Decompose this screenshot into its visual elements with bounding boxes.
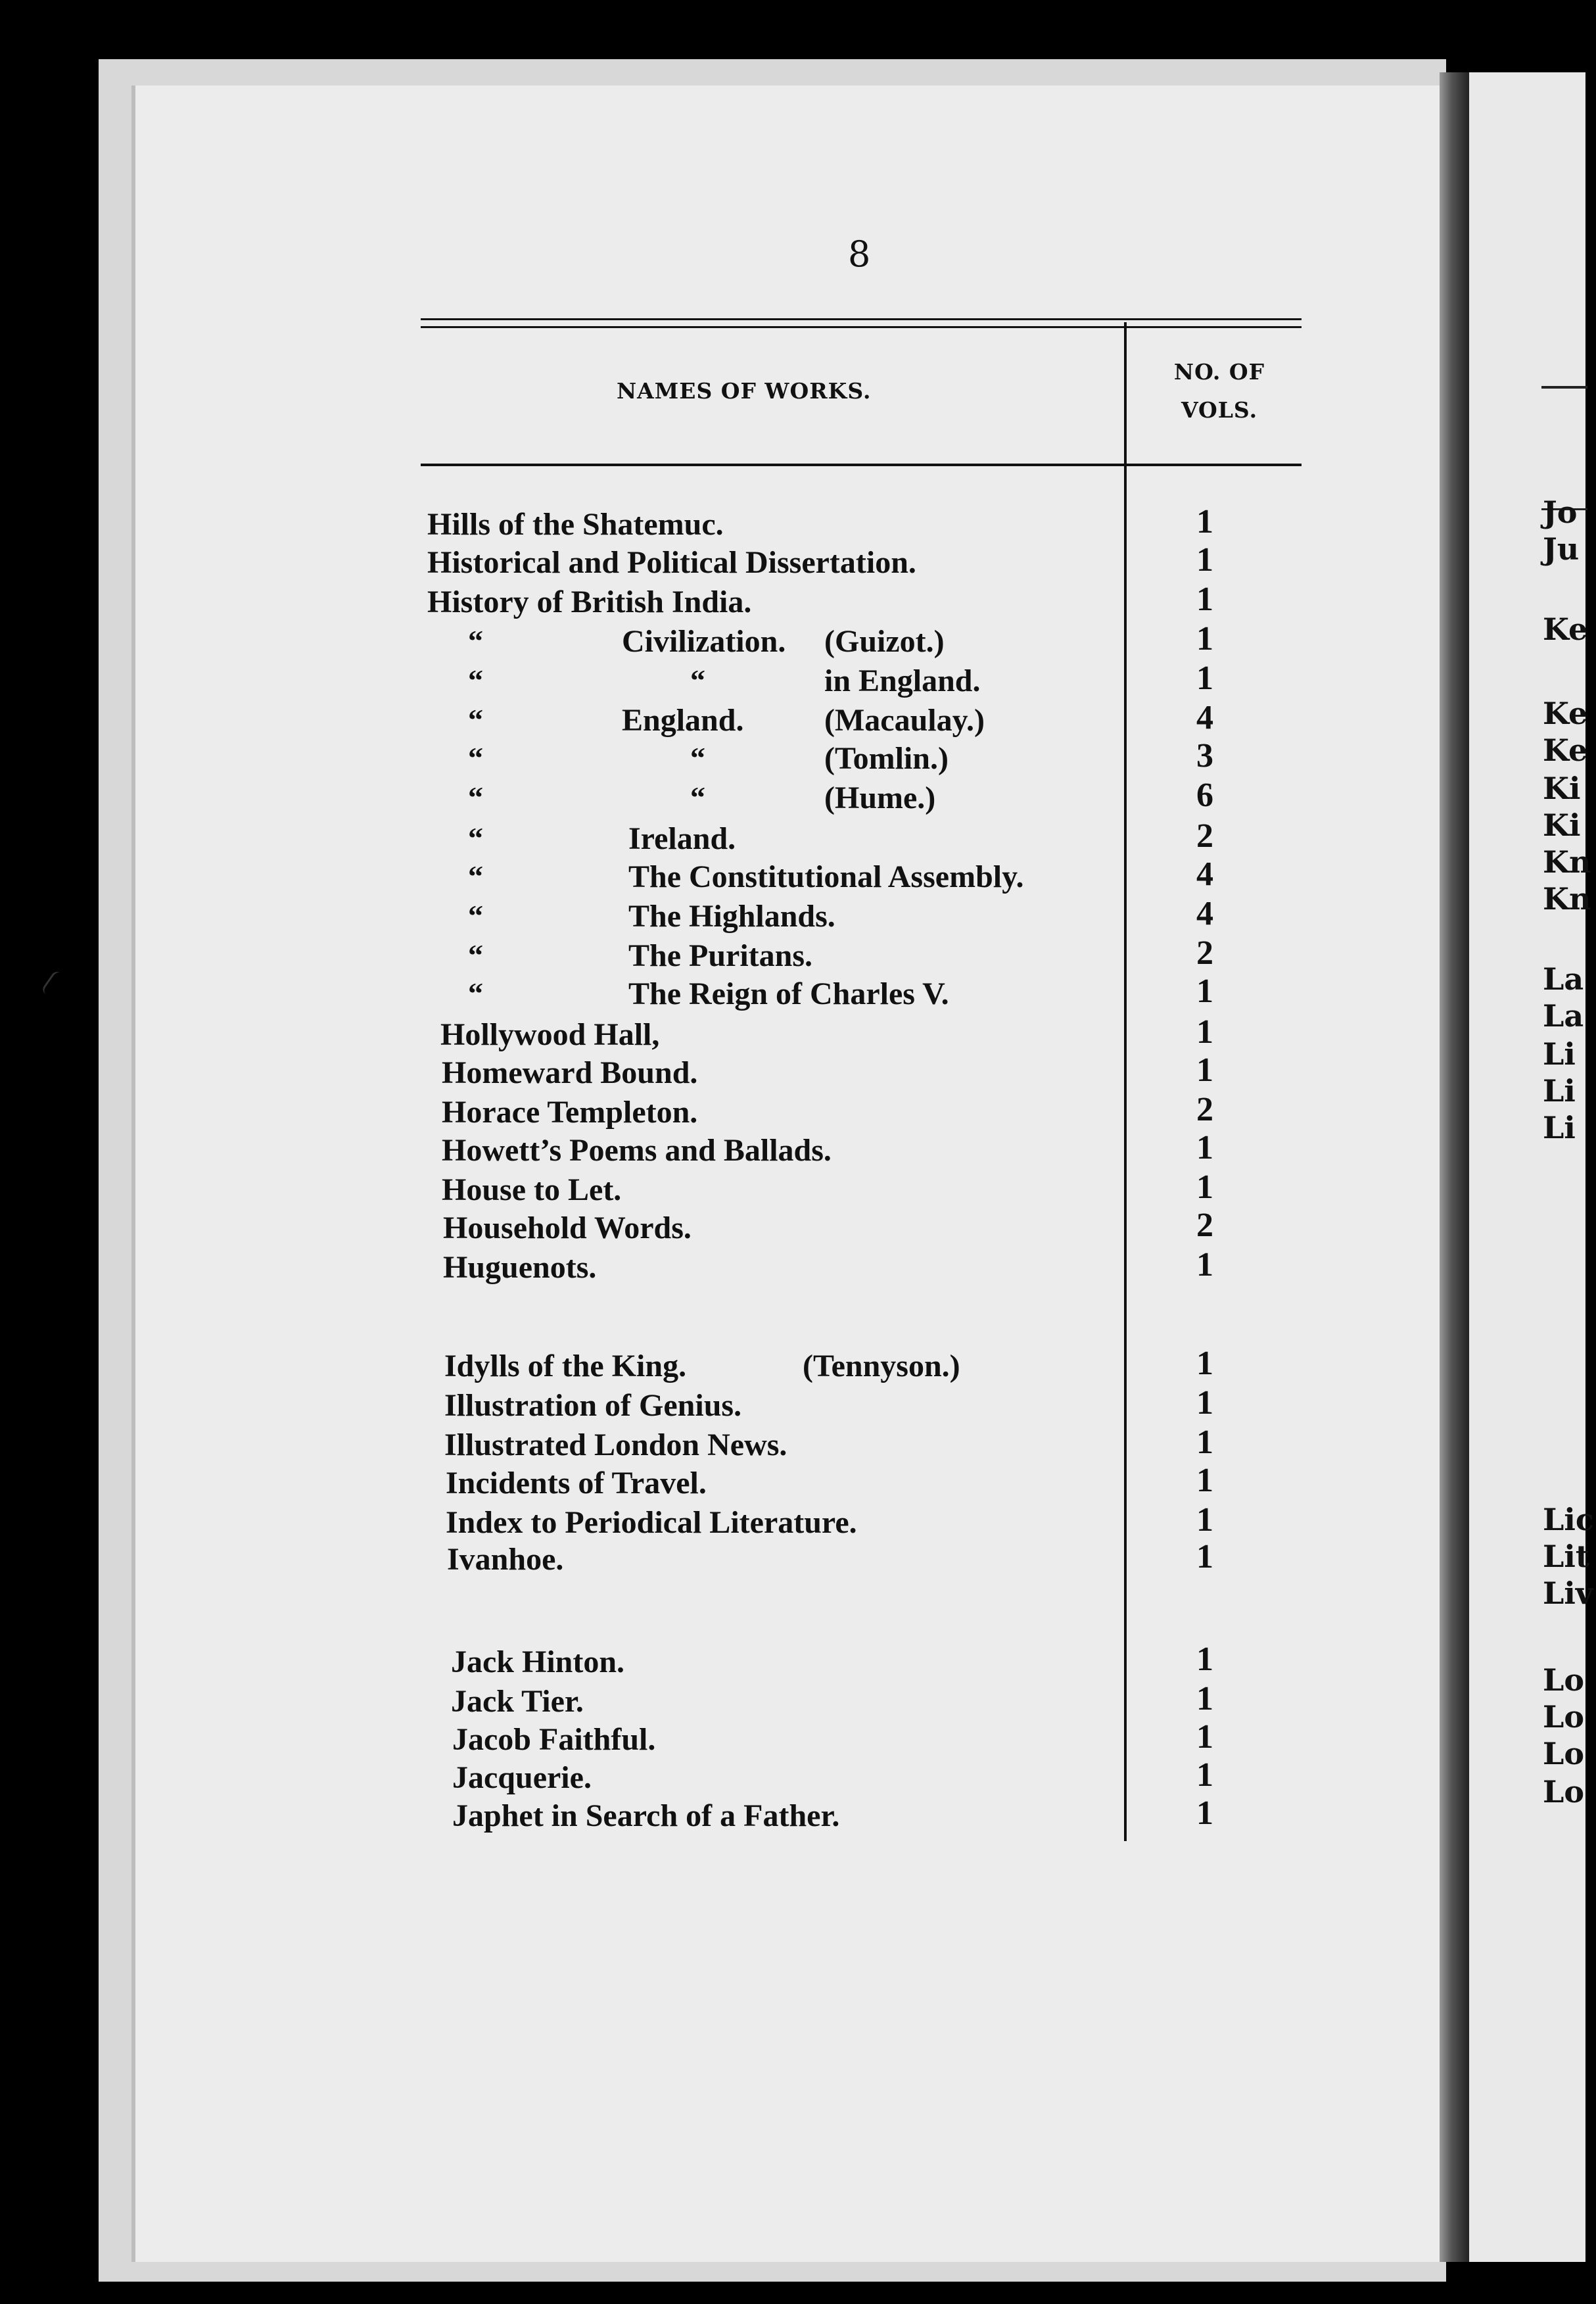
no-of-vols-header (1144, 353, 1295, 429)
facing-page-text: Ju (1543, 531, 1580, 567)
list-item (427, 938, 1571, 977)
work-title: Idylls of the King. (444, 1349, 687, 1383)
ditto-mark: “ (468, 780, 483, 814)
work-title: Hills of the Shatemuc. (427, 507, 724, 542)
work-author: (Tennyson.) (803, 1349, 960, 1383)
list-item (442, 1055, 1585, 1094)
facing-page-text: Ki (1543, 771, 1581, 806)
facing-page-text: Lo (1543, 1736, 1585, 1771)
work-author: (Guizot.) (824, 624, 945, 659)
work-title: Index to Periodical Literature. (446, 1505, 857, 1540)
list-item (427, 506, 1571, 546)
volume-count: 1 (1196, 1384, 1213, 1422)
volume-count: 1 (1196, 660, 1213, 697)
work-title: Incidents of Travel. (446, 1466, 707, 1500)
list-item (451, 1683, 1595, 1723)
ditto-mark: “ (468, 859, 483, 893)
volume-count: 1 (1196, 503, 1213, 540)
work-title: Historical and Political Dissertation. (427, 545, 916, 580)
work-title: Jacob Faithful. (452, 1722, 656, 1757)
list-item (427, 740, 1571, 780)
work-title: Ivanhoe. (447, 1542, 564, 1577)
work-subtitle: The Puritans. (628, 938, 813, 973)
list-item (446, 1465, 1589, 1504)
volume-count: 1 (1196, 1794, 1213, 1832)
vols-header-line2: VOLS. (1181, 397, 1258, 423)
pencil-mark (41, 969, 74, 1003)
list-item (427, 976, 1571, 1015)
work-title: Homeward Bound. (442, 1055, 698, 1090)
top-rule (421, 318, 1302, 320)
vols-header-line1: NO. OF (1173, 359, 1265, 385)
list-item (427, 663, 1571, 702)
work-title: Jack Hinton. (451, 1644, 625, 1679)
work-subtitle: Civilization. (622, 624, 786, 659)
list-item (447, 1541, 1591, 1581)
facing-page-text: Ke (1543, 612, 1588, 647)
work-title: Household Words. (443, 1211, 692, 1245)
work-subtitle: England. (622, 703, 744, 738)
facing-page-text: Ki (1543, 807, 1581, 843)
volume-count: 1 (1196, 620, 1213, 658)
facing-page-text: Kn (1543, 881, 1591, 917)
volume-count: 4 (1196, 699, 1213, 736)
facing-rule (1541, 386, 1587, 389)
page-number: 8 (848, 233, 871, 275)
ditto-mark: “ (468, 624, 483, 658)
list-item (442, 1172, 1585, 1211)
work-subtitle: The Constitutional Assembly. (628, 859, 1024, 894)
volume-count: 3 (1196, 737, 1213, 775)
volume-count: 1 (1196, 972, 1213, 1010)
list-item (427, 623, 1571, 663)
work-author: (Hume.) (824, 780, 936, 815)
work-subtitle: The Reign of Charles V. (628, 976, 949, 1011)
facing-page-text: La (1543, 961, 1584, 997)
volume-count: 4 (1196, 895, 1213, 932)
list-item (452, 1721, 1596, 1761)
list-item (444, 1387, 1588, 1427)
list-item (427, 584, 1571, 623)
facing-page-text: Lic (1543, 1502, 1594, 1537)
list-item (427, 544, 1571, 584)
list-item (427, 898, 1571, 938)
work-title: Horace Templeton. (442, 1095, 698, 1130)
work-title: Hollywood Hall, (440, 1017, 660, 1052)
volume-count: 1 (1196, 1462, 1213, 1499)
list-item (452, 1760, 1596, 1799)
work-author: (Macaulay.) (824, 703, 985, 738)
list-item (444, 1427, 1588, 1466)
ditto-mark: “ (468, 741, 483, 775)
facing-page-text: Lo (1543, 1774, 1585, 1810)
ditto-mark: “ (468, 821, 483, 855)
volume-count: 1 (1196, 581, 1213, 618)
facing-page-text: La (1543, 998, 1584, 1034)
facing-page-text: Jo (1543, 494, 1578, 530)
work-title: Illustration of Genius. (444, 1388, 742, 1423)
ditto-mark: “ (468, 899, 483, 932)
list-item (443, 1210, 1587, 1249)
list-item (442, 1132, 1585, 1172)
ditto-mark: “ (468, 938, 483, 972)
list-item (427, 859, 1571, 898)
header-rule (421, 464, 1302, 466)
list-item (446, 1504, 1589, 1544)
work-subtitle: Ireland. (628, 821, 736, 856)
work-subtitle: The Highlands. (628, 899, 835, 934)
work-title: Jack Tier. (451, 1684, 584, 1719)
work-title: Huguenots. (443, 1250, 597, 1285)
work-author: in England. (824, 663, 981, 698)
work-title: Jacquerie. (452, 1760, 592, 1795)
facing-page-text: Liv (1543, 1575, 1593, 1611)
volume-count: 1 (1196, 1129, 1213, 1166)
work-title: Illustrated London News. (444, 1428, 787, 1462)
list-item (442, 1094, 1585, 1134)
list-item (427, 702, 1571, 742)
volume-count: 2 (1196, 1091, 1213, 1128)
ditto-mark: “ (468, 703, 483, 736)
work-title: House to Let. (442, 1172, 622, 1207)
volume-count: 4 (1196, 855, 1213, 893)
work-title: Howett’s Poems and Ballads. (442, 1133, 832, 1168)
list-item (427, 780, 1571, 819)
ditto-mark: “ (690, 741, 705, 775)
volume-count: 2 (1196, 817, 1213, 855)
facing-page-text: Li (1543, 1036, 1576, 1072)
list-item (443, 1249, 1587, 1289)
facing-page-text: Li (1543, 1110, 1576, 1145)
facing-page-text: Kn (1543, 844, 1591, 880)
volume-count: 1 (1196, 1718, 1213, 1756)
volume-count: 1 (1196, 1680, 1213, 1717)
volume-count: 6 (1196, 777, 1213, 814)
list-item (427, 821, 1571, 860)
work-title: History of British India. (427, 585, 752, 619)
ditto-mark: “ (468, 663, 483, 697)
volume-count: 1 (1196, 1168, 1213, 1206)
top-rule-double (421, 326, 1302, 328)
list-item (444, 1348, 1588, 1387)
work-author: (Tomlin.) (824, 741, 949, 776)
volume-count: 2 (1196, 1207, 1213, 1244)
facing-page-text: Lit (1543, 1539, 1590, 1574)
names-of-works-header: NAMES OF WORKS. (617, 378, 872, 404)
volume-count: 1 (1196, 1051, 1213, 1089)
volume-count: 2 (1196, 934, 1213, 972)
work-title: Japhet in Search of a Father. (452, 1798, 840, 1833)
ditto-mark: “ (690, 780, 705, 814)
volume-count: 1 (1196, 1538, 1213, 1575)
volume-count: 1 (1196, 1424, 1213, 1461)
volume-count: 1 (1196, 1345, 1213, 1382)
volume-count: 1 (1196, 541, 1213, 579)
facing-page-text: Lo (1543, 1699, 1585, 1735)
facing-page-text: Ke (1543, 696, 1588, 731)
volume-count: 1 (1196, 1246, 1213, 1284)
volume-count: 1 (1196, 1013, 1213, 1051)
volume-count: 1 (1196, 1641, 1213, 1678)
facing-page-text: Ke (1543, 732, 1588, 768)
facing-page-text: Lo (1543, 1662, 1585, 1698)
volume-count: 1 (1196, 1501, 1213, 1539)
list-item (452, 1798, 1596, 1837)
ditto-mark: “ (690, 663, 705, 697)
list-item (440, 1017, 1584, 1056)
list-item (451, 1644, 1595, 1683)
facing-page-text: Li (1543, 1073, 1576, 1109)
ditto-mark: “ (468, 976, 483, 1010)
volume-count: 1 (1196, 1756, 1213, 1794)
